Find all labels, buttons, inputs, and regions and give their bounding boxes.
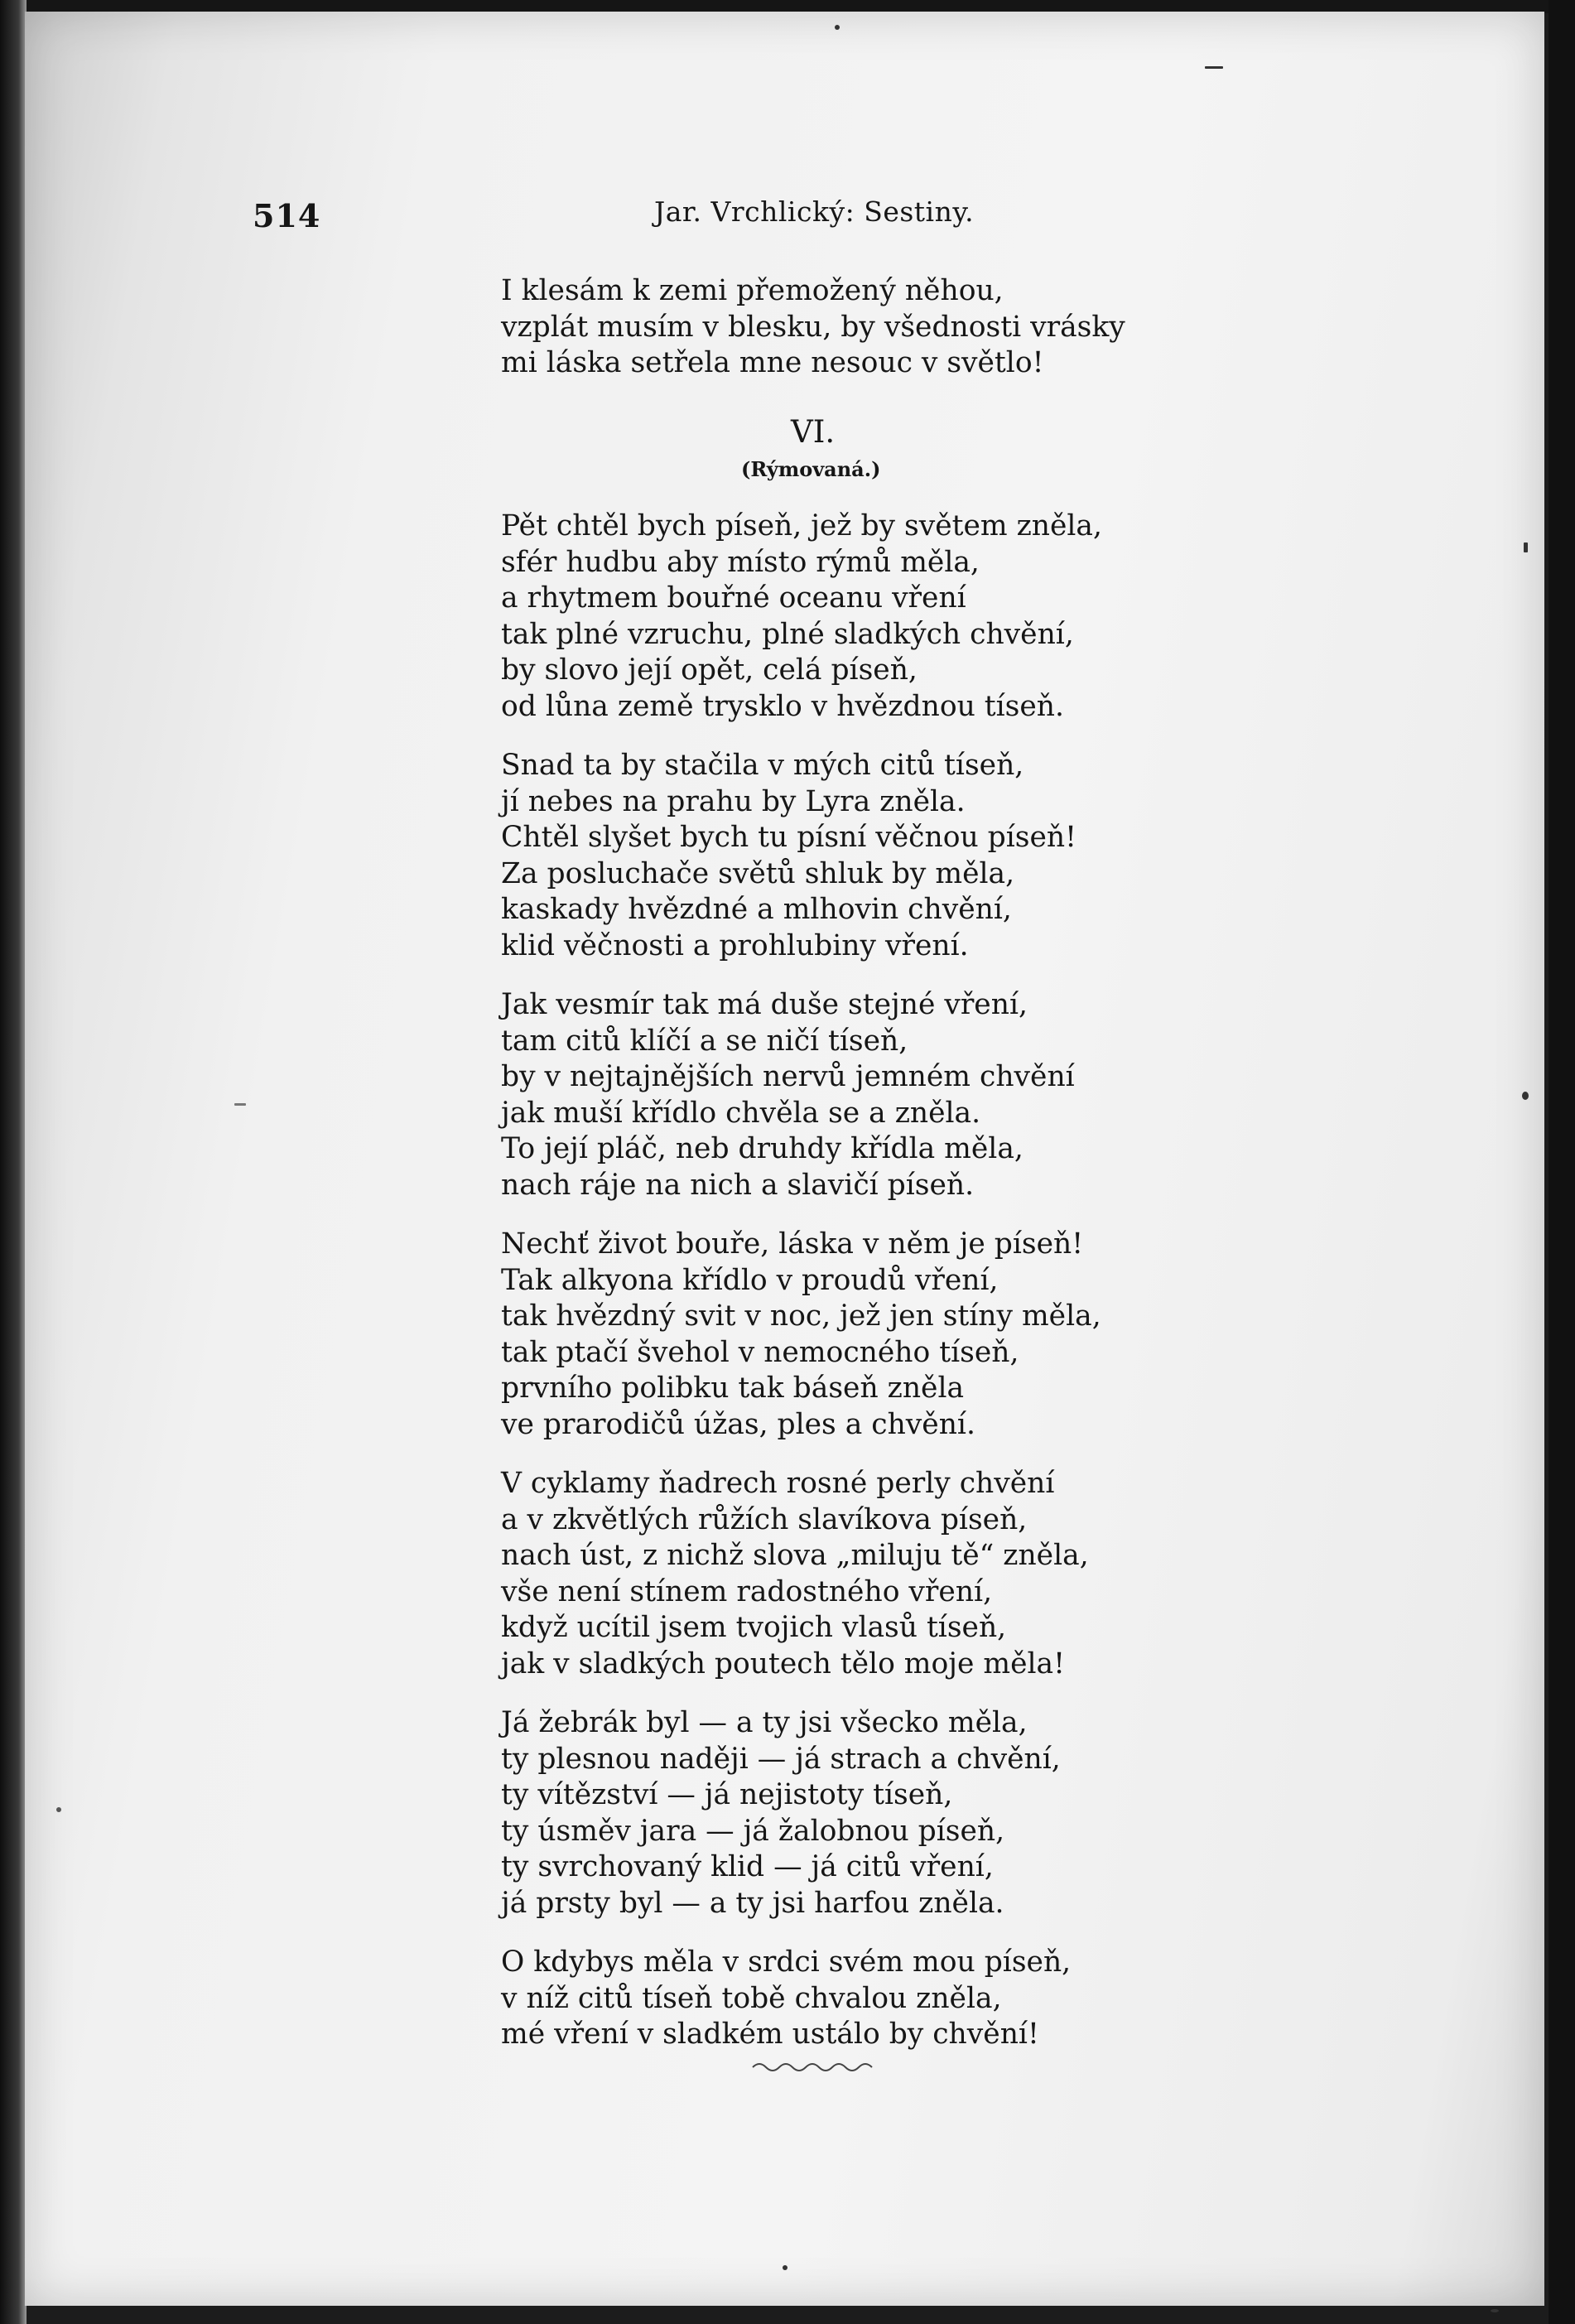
verse-line: tak ptačí švehol v nemocného tíseň, — [501, 1335, 1019, 1369]
verse-line: Nechť život bouře, láska v něm je píseň! — [501, 1227, 1084, 1261]
verse-line: Já žebrák byl — a ty jsi všecko měla, — [501, 1706, 1028, 1739]
scan-speck — [1491, 2309, 1499, 2312]
scan-speck — [835, 25, 840, 30]
verse-line: sfér hudbu aby místo rýmů měla, — [501, 545, 980, 579]
scan-speck — [1522, 1092, 1529, 1100]
scan-speck — [1205, 66, 1223, 69]
verse-line: v níž citů tíseň tobě chvalou zněla, — [501, 1981, 1002, 2015]
verse-line: já prsty byl — a ty jsi harfou zněla. — [501, 1886, 1004, 1920]
verse-line: mi láska setřela mne nesouc v světlo! — [501, 346, 1044, 379]
verse-line: nach úst, z nichž slova „miluju tě“ zněla, — [501, 1539, 1089, 1572]
scan-left-edge — [0, 0, 26, 2324]
stanza — [501, 1945, 1246, 2053]
verse-line: vše není stínem radostného vření, — [501, 1574, 993, 1608]
scan-right-edge — [1549, 0, 1575, 2324]
verse-line: by slovo její opět, celá píseň, — [501, 653, 918, 687]
scan-speck — [783, 2265, 788, 2270]
verse-line: To její pláč, neb druhdy křídla měla, — [501, 1132, 1024, 1165]
stanza — [501, 509, 1246, 725]
verse-line: Chtěl slyšet bych tu písní věčnou píseň! — [501, 821, 1076, 854]
section-subtitle: (Rýmovaná.) — [741, 457, 881, 481]
stanza — [501, 1705, 1246, 1921]
verse-line: V cyklamy ňadrech rosné perly chvění — [501, 1467, 1055, 1500]
verse-line: Snad ta by stačila v mých citů tíseň, — [501, 749, 1024, 782]
verse-line: prvního polibku tak báseň zněla — [501, 1372, 965, 1405]
verse-line: nach ráje na nich a slavičí píseň. — [501, 1168, 975, 1202]
verse-line: tak plné vzruchu, plné sladkých chvění, — [501, 617, 1074, 651]
verse-line: ve prarodičů úžas, ples a chvění. — [501, 1407, 975, 1441]
opening-stanza — [501, 273, 1246, 405]
verse-line: Tak alkyona křídlo v proudů vření, — [501, 1263, 999, 1297]
verse-line: a v zkvětlých růžích slavíkova píseň, — [501, 1502, 1028, 1536]
verse-line: jak v sladkých poutech tělo moje měla! — [501, 1647, 1065, 1680]
stanza — [501, 748, 1246, 964]
verse-line: jak muší křídlo chvěla se a zněla. — [501, 1096, 981, 1130]
verse-line: kaskady hvězdné a mlhovin chvění, — [501, 893, 1012, 926]
verse-line: I klesám k zemi přemožený něhou, — [501, 274, 1004, 307]
stanza — [501, 1466, 1246, 1682]
verse-line: ty vítězství — já nejistoty tíseň, — [501, 1778, 953, 1811]
verse-line: O kdybys měla v srdci svém mou píseň, — [501, 1946, 1072, 1979]
running-head: Jar. Vrchlický: Sestiny. — [654, 195, 975, 228]
scan-speck — [1524, 542, 1528, 552]
verse-line: mé vření v sladkém ustálo by chvění! — [501, 2018, 1039, 2051]
page-number: 514 — [253, 197, 321, 234]
verse-line: klid věčnosti a prohlubiny vření. — [501, 928, 969, 962]
scan-speck — [234, 1103, 246, 1106]
verse-line: ty svrchovaný klid — já citů vření, — [501, 1850, 994, 1883]
stanza — [501, 273, 1246, 382]
verse-line: tam citů klíčí a se ničí tíseň, — [501, 1024, 908, 1058]
verse-line: jí nebes na prahu by Lyra zněla. — [501, 784, 966, 818]
stanza — [501, 1227, 1246, 1443]
poem-body — [501, 509, 1246, 2076]
verse-line: a rhytmem bouřné oceanu vření — [501, 581, 966, 615]
verse-line: vzplát musím v blesku, by všednosti vrásky — [501, 310, 1125, 344]
verse-line: Za posluchače světů shluk by měla, — [501, 856, 1015, 890]
verse-line: od lůna země trysklo v hvězdnou tíseň. — [501, 689, 1064, 723]
scan-speck — [56, 1807, 61, 1812]
stanza — [501, 987, 1246, 1203]
end-ornament — [749, 2057, 882, 2076]
verse-line: tak hvězdný svit v noc, jež jen stíny měla, — [501, 1299, 1101, 1333]
verse-line: Pět chtěl bych píseň, jež by světem zněla, — [501, 509, 1102, 542]
verse-line: Jak vesmír tak má duše stejné vření, — [501, 988, 1028, 1021]
verse-line: ty úsměv jara — já žalobnou píseň, — [501, 1814, 1005, 1848]
verse-line: když ucítil jsem tvojich vlasů tíseň, — [501, 1611, 1007, 1644]
verse-line: ty plesnou naději — já strach a chvění, — [501, 1742, 1061, 1776]
verse-line: by v nejtajnějších nervů jemném chvění — [501, 1060, 1075, 1093]
section-heading: VI. — [791, 414, 836, 450]
